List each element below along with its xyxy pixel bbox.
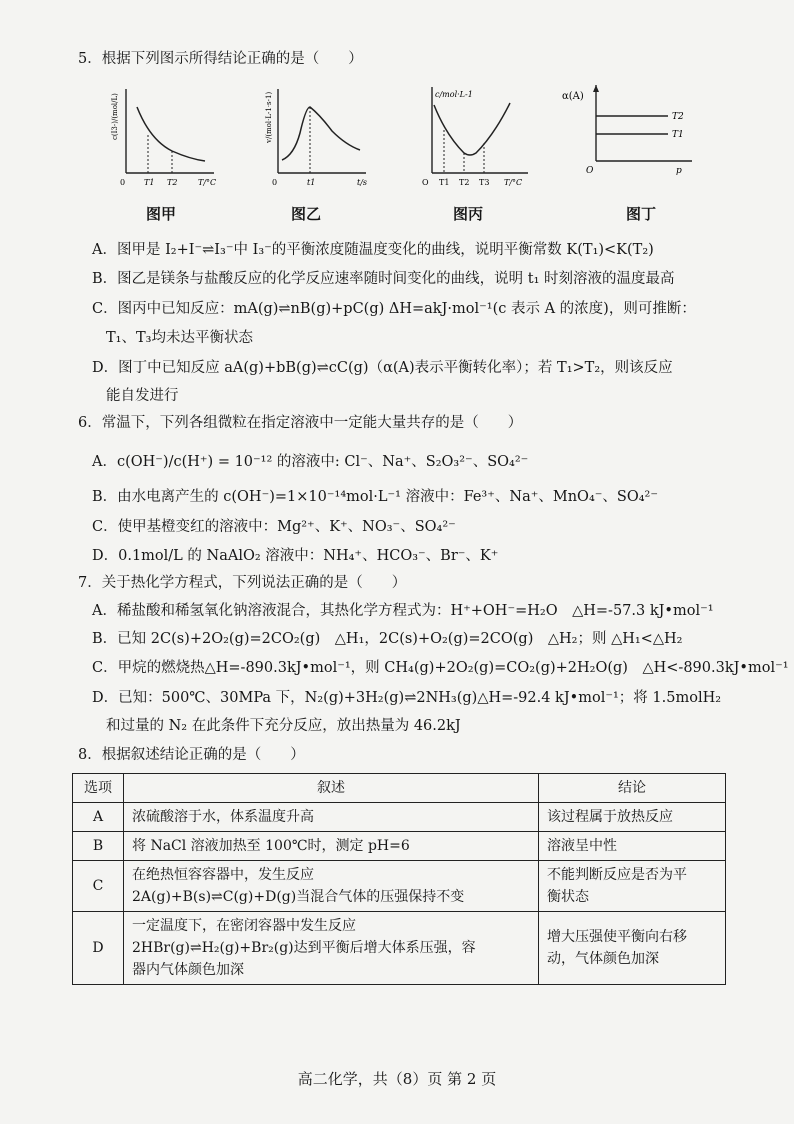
- graph-bing-ylabel: c/mol·L-1: [435, 90, 473, 99]
- svg-text:T3: T3: [479, 178, 490, 187]
- q7-option-d-cont: 和过量的 N₂ 在此条件下充分反应，放出热量为 46.2kJ: [106, 718, 461, 734]
- svg-text:T2: T2: [672, 112, 684, 122]
- graph-yi-ylabel: v/(mol·L-1·s-1): [265, 91, 273, 143]
- q5-option-d-cont: 能自发进行: [106, 388, 179, 404]
- svg-text:T1: T1: [144, 178, 155, 187]
- svg-text:O: O: [422, 178, 429, 187]
- q7-option-a: A．稀盐酸和稀氢氧化钠溶液混合，其热化学方程式为：H⁺+OH⁻=H₂O △H=-57.3 kJ•mol⁻¹: [92, 603, 714, 619]
- row-conclusion: 增大压强使平衡向右移 动，气体颜色加深: [539, 912, 726, 985]
- q5-option-a: A．图甲是 I₂+I⁻⇌I₃⁻中 I₃⁻的平衡浓度随温度变化的曲线，说明平衡常数 K(T₁)<K(T₂): [92, 242, 654, 258]
- q5-option-c: C．图丙中已知反应：mA(g)⇌nB(g)+pC(g) ΔH=akJ·mol⁻¹(c 表示 A 的浓度)，则可推断：: [92, 301, 696, 317]
- q6-option-d: D．0.1mol/L 的 NaAlO₂ 溶液中：NH₄⁺、HCO₃⁻、Br⁻、K⁺: [92, 548, 499, 564]
- row-option: B: [73, 832, 124, 861]
- svg-text:0: 0: [272, 178, 278, 187]
- graph-jia: [110, 85, 220, 195]
- q6-option-a: A．c(OH⁻)/c(H⁺) = 10⁻¹² 的溶液中: Cl⁻、Na⁺、S₂O₃²⁻、SO₄²⁻: [92, 454, 529, 470]
- row-conclusion: 不能判断反应是否为平 衡状态: [539, 861, 726, 912]
- svg-text:T2: T2: [167, 178, 178, 187]
- row-description: 浓硫酸溶于水，体系温度升高: [124, 803, 539, 832]
- svg-text:T/°C: T/°C: [504, 178, 523, 187]
- graph-ding-ylabel: α(A): [562, 91, 584, 102]
- q7-option-d: D．已知：500℃、30MPa 下，N₂(g)+3H₂(g)⇌2NH₃(g)△H=-92.4 kJ•mol⁻¹；将 1.5molH₂: [92, 690, 722, 706]
- row-conclusion: 溶液呈中性: [539, 832, 726, 861]
- svg-text:0: 0: [120, 178, 126, 187]
- table-header-row: [73, 774, 726, 803]
- table-row: [73, 912, 726, 985]
- q8-table: [72, 773, 726, 985]
- row-description: 在绝热恒容容器中，发生反应 2A(g)+B(s)⇌C(g)+D(g)当混合气体的压强保持不变: [124, 861, 539, 912]
- q6-option-b: B．由水电离产生的 c(OH⁻)=1×10⁻¹⁴mol·L⁻¹ 溶液中：Fe³⁺、Na⁺、MnO₄⁻、SO₄²⁻: [92, 489, 659, 505]
- header-conclusion: 结论: [539, 774, 726, 803]
- q6-option-c: C．使甲基橙变红的溶液中：Mg²⁺、K⁺、NO₃⁻、SO₄²⁻: [92, 519, 456, 535]
- graph-ding: [562, 85, 700, 195]
- q5-option-d: D．图丁中已知反应 aA(g)+bB(g)⇌cC(g)（α(A)表示平衡转化率）；若 T₁>T₂，则该反应: [92, 360, 673, 376]
- graph-yi: [262, 85, 372, 195]
- svg-text:O: O: [586, 166, 594, 176]
- row-option: C: [73, 861, 124, 912]
- row-conclusion: 该过程属于放热反应: [539, 803, 726, 832]
- header-description: 叙述: [124, 774, 539, 803]
- row-description: 一定温度下，在密闭容器中发生反应 2HBr(g)⇌H₂(g)+Br₂(g)达到平衡后增大体系压强，容 器内气体颜色加深: [124, 912, 539, 985]
- q7-option-b: B．已知 2C(s)+2O₂(g)=2CO₂(g) △H₁，2C(s)+O₂(g)=2CO(g) △H₂；则 △H₁<△H₂: [92, 631, 683, 647]
- svg-text:p: p: [676, 166, 682, 176]
- svg-text:T1: T1: [672, 130, 684, 140]
- svg-text:T2: T2: [459, 178, 470, 187]
- q7-stem: 7．关于热化学方程式，下列说法正确的是（ ）: [78, 575, 407, 591]
- q8-stem: 8．根据叙述结论正确的是（ ）: [78, 747, 305, 763]
- graph-jia-ylabel: c(I3-)/(mol/L): [111, 93, 119, 140]
- graph-bing: [418, 85, 536, 195]
- table-row: [73, 861, 726, 912]
- svg-text:t/s: t/s: [357, 178, 368, 187]
- row-option: A: [73, 803, 124, 832]
- row-description: 将 NaCl 溶液加热至 100℃时，测定 pH=6: [124, 832, 539, 861]
- svg-text:t1: t1: [307, 178, 316, 187]
- graph-yi-caption: 图乙: [291, 205, 322, 223]
- table-row: [73, 803, 726, 832]
- q5-stem: 5．根据下列图示所得结论正确的是（ ）: [78, 51, 363, 67]
- svg-text:T/°C: T/°C: [198, 178, 217, 187]
- table-row: [73, 832, 726, 861]
- q5-option-b: B．图乙是镁条与盐酸反应的化学反应速率随时间变化的曲线，说明 t₁ 时刻溶液的温度最高: [92, 271, 675, 287]
- q6-stem: 6．常温下，下列各组微粒在指定溶液中一定能大量共存的是（ ）: [78, 415, 523, 431]
- header-option: 选项: [73, 774, 124, 803]
- row-option: D: [73, 912, 124, 985]
- svg-text:T1: T1: [439, 178, 450, 187]
- q5-option-c-cont: T₁、T₃均未达平衡状态: [106, 330, 253, 346]
- graph-bing-caption: 图丙: [453, 205, 484, 223]
- q7-option-c: C．甲烷的燃烧热△H=-890.3kJ•mol⁻¹，则 CH₄(g)+2O₂(g)=CO₂(g)+2H₂O(g) △H<-890.3kJ•mol⁻¹: [92, 660, 789, 676]
- graph-ding-caption: 图丁: [626, 205, 657, 223]
- page-footer: 高二化学，共（8）页 第 2 页: [297, 1070, 497, 1088]
- graph-jia-caption: 图甲: [146, 205, 177, 223]
